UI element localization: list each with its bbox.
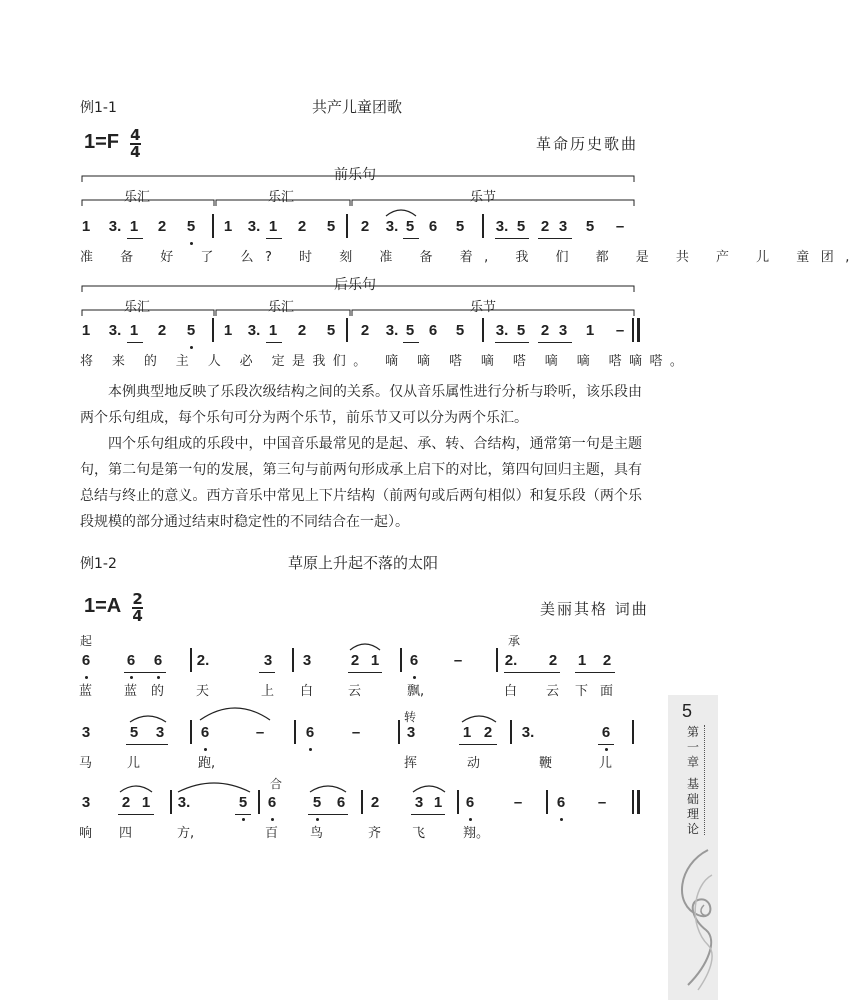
decorative-swirl-icon bbox=[668, 845, 718, 995]
underline bbox=[403, 238, 419, 239]
barline bbox=[212, 214, 214, 238]
barline bbox=[496, 648, 498, 672]
key-text: 1=F bbox=[84, 131, 120, 153]
barline bbox=[258, 790, 260, 814]
note: 6 bbox=[428, 218, 438, 235]
example-label-2: 例1-2 bbox=[80, 556, 117, 572]
paragraph-1: 本例典型地反映了乐段次级结构之间的关系。仅从音乐属性进行分析与聆听，该乐段由两个乐句组成，每个乐句可分为两个乐节，前乐节又可以分为两个乐汇。 bbox=[80, 384, 642, 426]
lyrics-row-3: 响 四 方, 百 鸟 齐 飞 翔。 bbox=[79, 826, 490, 841]
barline bbox=[292, 648, 294, 672]
note: 2 bbox=[540, 218, 550, 235]
key-text: 1=A bbox=[84, 595, 122, 617]
note: 5 bbox=[326, 322, 336, 339]
barline bbox=[482, 318, 484, 342]
note: 2 bbox=[157, 218, 167, 235]
phrase-label-back: 后乐句 bbox=[334, 277, 376, 293]
sub-label: 乐汇 bbox=[268, 190, 295, 205]
sub-label: 乐节 bbox=[470, 300, 497, 315]
low-octave-dot bbox=[157, 676, 160, 679]
time-signature: $\frac{2}{4}$ bbox=[132, 590, 143, 625]
note: 6 bbox=[465, 794, 475, 811]
underline bbox=[538, 342, 572, 343]
lyrics-row-2: 马 儿 跑, 挥 动 鞭 儿 bbox=[79, 756, 613, 771]
low-octave-dot bbox=[309, 748, 312, 751]
note: 6 bbox=[601, 724, 611, 741]
note: 3 bbox=[263, 652, 273, 669]
low-octave-dot bbox=[190, 242, 193, 245]
note: 6 bbox=[267, 794, 277, 811]
note: 5 bbox=[516, 322, 526, 339]
sub-label: 乐汇 bbox=[124, 190, 151, 205]
underline bbox=[495, 342, 529, 343]
sub-label: 乐节 bbox=[470, 190, 497, 205]
sub-label: 乐汇 bbox=[124, 300, 151, 315]
divider bbox=[704, 725, 705, 835]
barline bbox=[346, 318, 348, 342]
underline bbox=[411, 814, 445, 815]
note: 2 bbox=[157, 322, 167, 339]
barline bbox=[190, 720, 192, 744]
note: 5 bbox=[405, 218, 415, 235]
song-author-1: 革命历史歌曲 bbox=[536, 135, 639, 153]
notation-line-2 bbox=[0, 322, 718, 342]
low-octave-dot bbox=[130, 676, 133, 679]
note: 3. bbox=[495, 322, 509, 339]
note: 6 bbox=[200, 724, 210, 741]
note: 5 bbox=[405, 322, 415, 339]
note: 1 bbox=[129, 218, 139, 235]
song-title-1: 共产儿童团歌 bbox=[312, 98, 403, 116]
note: 3 bbox=[155, 724, 165, 741]
note: 3. bbox=[108, 218, 122, 235]
note: 3. bbox=[385, 322, 399, 339]
barline bbox=[482, 214, 484, 238]
note: 2 bbox=[297, 322, 307, 339]
note: 6 bbox=[428, 322, 438, 339]
lyrics-row-1: 蓝 蓝 的 天 上 白 云 飘, 白 云 下 面 bbox=[79, 684, 614, 699]
note: 1 bbox=[268, 218, 278, 235]
paragraph-2: 四个乐句组成的乐段中，中国音乐最常见的是起、承、转、合结构，通常第一句是主题句，第二句是第一句的发展，第三句与前两句形成承上启下的对比，第四句回归主题，具有总结与终止的意义。西方音乐中常见上下片结构（前两句或后两句相似）和复乐段（两个乐段规模的部分通过结束时稳定性的不同结合在一起）。 bbox=[80, 436, 642, 530]
underline bbox=[504, 672, 560, 673]
note: 3 bbox=[302, 652, 312, 669]
underline bbox=[538, 238, 572, 239]
note: 3. bbox=[247, 218, 261, 235]
note: 6 bbox=[336, 794, 346, 811]
note: – bbox=[513, 794, 523, 811]
note: 2 bbox=[548, 652, 558, 669]
note: 1 bbox=[433, 794, 443, 811]
page-number: 5 bbox=[682, 701, 693, 721]
slur bbox=[411, 782, 447, 794]
underline bbox=[459, 744, 497, 745]
note: 3 bbox=[81, 794, 91, 811]
note: 1 bbox=[223, 218, 233, 235]
note: 1 bbox=[585, 322, 595, 339]
note: 3. bbox=[108, 322, 122, 339]
note: 2 bbox=[121, 794, 131, 811]
note: 3. bbox=[177, 794, 191, 811]
underline bbox=[495, 238, 529, 239]
lyrics-line-2: 将 来 的 主 人 必 定是我们。 嘀 嘀 嗒 嘀 嗒 嘀 嘀 嗒嘀嗒。 bbox=[80, 354, 691, 369]
note: 3 bbox=[406, 724, 416, 741]
mark-zhuan: 转 bbox=[404, 710, 417, 724]
note: 2. bbox=[196, 652, 210, 669]
barline bbox=[400, 648, 402, 672]
song-author-2: 美丽其格 词曲 bbox=[540, 600, 649, 618]
low-octave-dot bbox=[316, 818, 319, 821]
underline bbox=[127, 238, 143, 239]
underline bbox=[127, 342, 143, 343]
barline bbox=[398, 720, 400, 744]
underline bbox=[575, 672, 615, 673]
barline bbox=[361, 790, 363, 814]
mark-cheng: 承 bbox=[508, 634, 521, 648]
note: – bbox=[615, 322, 625, 339]
note: 6 bbox=[81, 652, 91, 669]
barline bbox=[346, 214, 348, 238]
note: 1 bbox=[577, 652, 587, 669]
chapter-sidebar bbox=[668, 695, 718, 1000]
mark-qi: 起 bbox=[80, 634, 93, 648]
barline bbox=[510, 720, 512, 744]
note: 1 bbox=[370, 652, 380, 669]
low-octave-dot bbox=[560, 818, 563, 821]
underline bbox=[124, 672, 166, 673]
note: 1 bbox=[81, 322, 91, 339]
slur bbox=[176, 778, 252, 794]
note: 5 bbox=[455, 218, 465, 235]
final-barline-thick bbox=[637, 790, 640, 814]
note: 3 bbox=[558, 218, 568, 235]
note: 3 bbox=[81, 724, 91, 741]
final-barline-thick bbox=[637, 318, 640, 342]
underline bbox=[598, 744, 614, 745]
note: – bbox=[351, 724, 361, 741]
final-barline bbox=[632, 318, 634, 342]
low-octave-dot bbox=[85, 676, 88, 679]
note: 3. bbox=[521, 724, 535, 741]
note: 3. bbox=[495, 218, 509, 235]
slur bbox=[128, 712, 168, 724]
barline bbox=[294, 720, 296, 744]
low-octave-dot bbox=[242, 818, 245, 821]
note: 1 bbox=[268, 322, 278, 339]
note: 5 bbox=[585, 218, 595, 235]
note: 2 bbox=[350, 652, 360, 669]
note: 5 bbox=[455, 322, 465, 339]
note: 1 bbox=[141, 794, 151, 811]
phrase-label-front: 前乐句 bbox=[334, 167, 376, 183]
note: 3. bbox=[385, 218, 399, 235]
note: 6 bbox=[556, 794, 566, 811]
note: 1 bbox=[462, 724, 472, 741]
slur bbox=[348, 640, 382, 652]
underline bbox=[266, 238, 282, 239]
lyrics-line-1: 准 备 好 了 么? 时 刻 准 备 着, 我 们 都 是 共 产 儿 童团, bbox=[80, 250, 861, 265]
barline bbox=[212, 318, 214, 342]
mark-he: 合 bbox=[270, 777, 283, 791]
note: 1 bbox=[81, 218, 91, 235]
note: – bbox=[597, 794, 607, 811]
note: 6 bbox=[153, 652, 163, 669]
chapter-label: 第 一 章 bbox=[686, 725, 699, 769]
barline bbox=[190, 648, 192, 672]
note: 2 bbox=[483, 724, 493, 741]
slur bbox=[460, 712, 498, 724]
time-signature: $\frac{4}{4}$ bbox=[130, 126, 141, 161]
underline bbox=[126, 744, 168, 745]
notation-row-3 bbox=[0, 794, 718, 814]
low-octave-dot bbox=[469, 818, 472, 821]
note: 2. bbox=[504, 652, 518, 669]
underline bbox=[403, 342, 419, 343]
key-signature-1 bbox=[84, 128, 141, 159]
tie bbox=[198, 700, 272, 722]
note: 2 bbox=[360, 322, 370, 339]
underline bbox=[348, 672, 382, 673]
barline bbox=[546, 790, 548, 814]
note: 2 bbox=[297, 218, 307, 235]
barline bbox=[457, 790, 459, 814]
note: 5 bbox=[326, 218, 336, 235]
underline bbox=[118, 814, 154, 815]
note: 5 bbox=[186, 322, 196, 339]
note: 5 bbox=[129, 724, 139, 741]
barline bbox=[632, 720, 634, 744]
underline bbox=[235, 814, 251, 815]
notation-row-1 bbox=[0, 652, 718, 672]
note: – bbox=[255, 724, 265, 741]
sub-label: 乐汇 bbox=[268, 300, 295, 315]
underline bbox=[308, 814, 348, 815]
low-octave-dot bbox=[413, 676, 416, 679]
barline bbox=[170, 790, 172, 814]
note: 2 bbox=[360, 218, 370, 235]
note: 1 bbox=[129, 322, 139, 339]
note: – bbox=[615, 218, 625, 235]
notation-row-2 bbox=[0, 724, 718, 744]
note: 2 bbox=[602, 652, 612, 669]
note: 2 bbox=[370, 794, 380, 811]
note: 3 bbox=[414, 794, 424, 811]
underline bbox=[266, 342, 282, 343]
slur bbox=[308, 782, 348, 794]
example-label-1: 例1-1 bbox=[80, 100, 117, 116]
low-octave-dot bbox=[605, 748, 608, 751]
note: 3. bbox=[247, 322, 261, 339]
song-title-2: 草原上升起不落的太阳 bbox=[288, 554, 439, 572]
chapter-title: 基 础 理 论 bbox=[686, 777, 699, 836]
note: 3 bbox=[558, 322, 568, 339]
key-signature-2 bbox=[84, 592, 143, 623]
note: 5 bbox=[186, 218, 196, 235]
note: 6 bbox=[409, 652, 419, 669]
note: 2 bbox=[540, 322, 550, 339]
notation-line-1 bbox=[0, 218, 718, 238]
low-octave-dot bbox=[190, 346, 193, 349]
low-octave-dot bbox=[204, 748, 207, 751]
note: 5 bbox=[516, 218, 526, 235]
note: 6 bbox=[305, 724, 315, 741]
low-octave-dot bbox=[271, 818, 274, 821]
note: 1 bbox=[223, 322, 233, 339]
slur bbox=[118, 782, 154, 794]
underline bbox=[259, 672, 275, 673]
note: – bbox=[453, 652, 463, 669]
slur bbox=[384, 206, 418, 218]
note: 5 bbox=[238, 794, 248, 811]
note: 5 bbox=[312, 794, 322, 811]
note: 6 bbox=[126, 652, 136, 669]
final-barline bbox=[632, 790, 634, 814]
